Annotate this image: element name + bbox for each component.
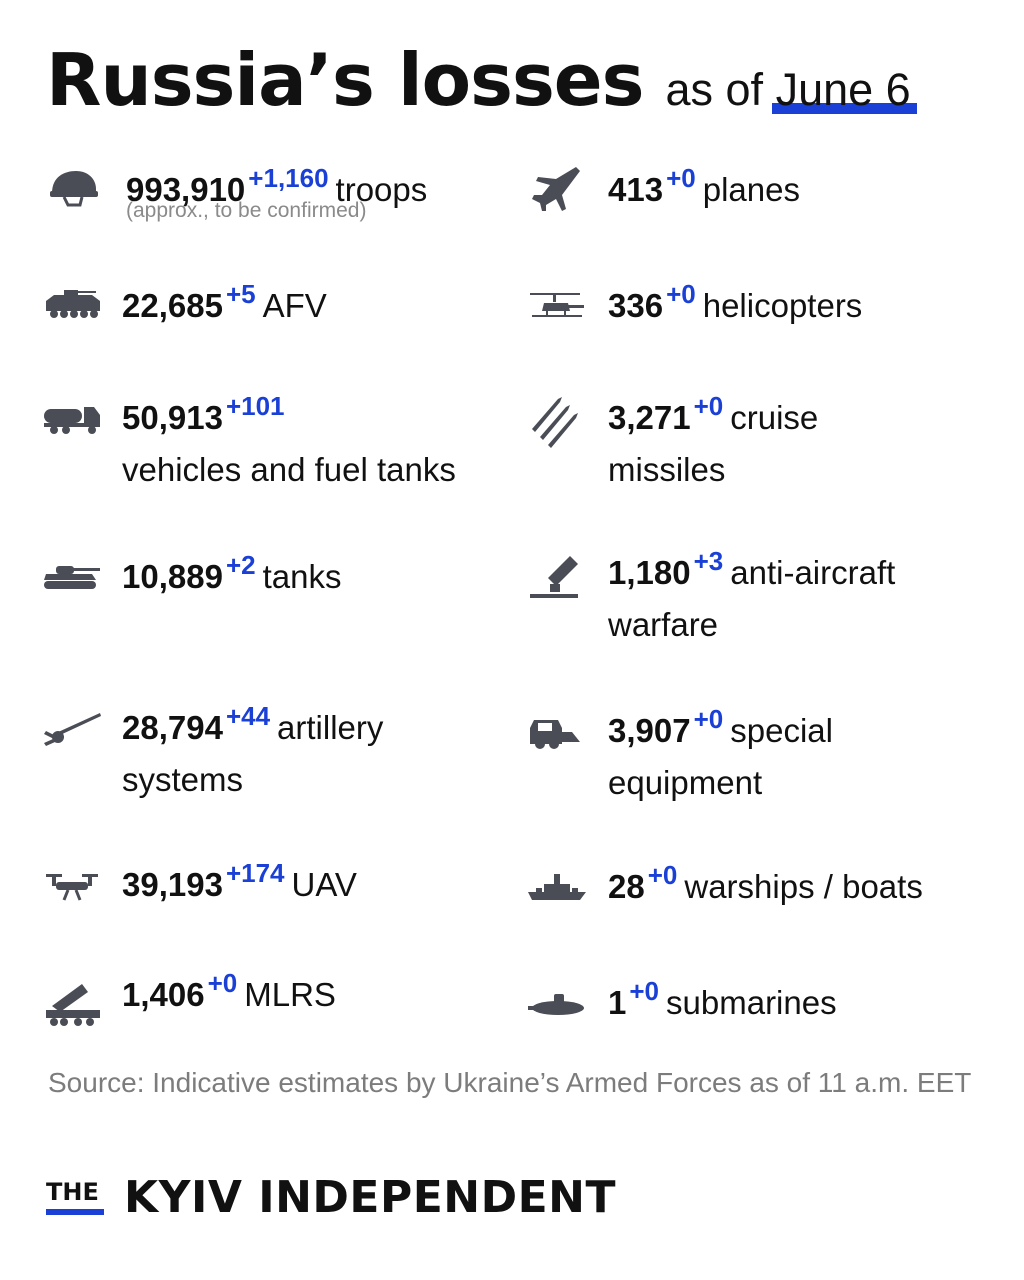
stat-label: submarines: [666, 984, 837, 1021]
anti-aircraft-icon: [528, 548, 588, 604]
stat-delta: +3: [693, 546, 724, 576]
stat-delta: +174: [225, 858, 285, 888]
stat-label: tanks: [262, 558, 342, 595]
page-title: [46, 38, 911, 134]
stat-value: 1,180: [608, 554, 691, 591]
stat-delta: +0: [666, 163, 696, 193]
helmet-icon: [46, 165, 106, 215]
stat-value: 413: [608, 171, 664, 208]
stat-label-2: warfare: [608, 606, 719, 643]
stat-label-2: missiles: [608, 451, 726, 488]
stat-uav: [42, 860, 512, 910]
title-as-of: [665, 64, 911, 115]
warship-icon: [528, 862, 588, 912]
bulldozer-icon: [528, 706, 588, 756]
stat-label: special: [730, 712, 833, 749]
stat-label: helicopters: [702, 287, 863, 324]
stat-label: artillery: [277, 709, 384, 746]
stat-value: 28,794: [122, 709, 223, 746]
stat-tanks: [42, 552, 512, 602]
stat-afv: [42, 281, 512, 331]
stat-vehicles: [42, 393, 512, 493]
submarine-icon: [528, 978, 588, 1028]
stat-delta: +0: [693, 704, 724, 734]
stat-value: 993,910: [126, 171, 246, 208]
stat-delta: +5: [225, 279, 256, 309]
artillery-icon: [42, 703, 102, 753]
stat-value: 10,889: [122, 558, 223, 595]
stat-delta: +0: [207, 968, 238, 998]
helicopter-icon: [528, 281, 588, 331]
cruise-missiles-icon: [528, 393, 588, 449]
mlrs-icon: [42, 978, 102, 1030]
stat-planes: [528, 165, 998, 215]
stat-delta: +0: [693, 391, 724, 421]
stat-label: AFV: [262, 287, 327, 324]
stat-warships: [528, 862, 998, 912]
title-as-of-text: as of: [665, 64, 764, 115]
stat-delta: +0: [647, 860, 678, 890]
stat-label: cruise: [730, 399, 819, 436]
stat-label: vehicles and fuel tanks: [122, 451, 456, 488]
stat-cruise-missiles: [528, 393, 998, 493]
title-date-text: June 6: [775, 64, 911, 115]
stat-value: 50,913: [122, 399, 223, 436]
stat-value: 336: [608, 287, 664, 324]
fuel-truck-icon: [42, 393, 102, 443]
logo-name: KYIV INDEPENDENT: [124, 1172, 617, 1223]
stat-delta: +0: [666, 279, 696, 309]
logo-the: THE: [46, 1178, 99, 1206]
stat-anti-aircraft: [528, 548, 998, 648]
stat-submarines: [528, 978, 998, 1028]
stat-delta: +101: [225, 391, 285, 421]
stat-value: 22,685: [122, 287, 223, 324]
stat-label: troops: [335, 171, 428, 208]
title-main: Russia’s losses: [46, 38, 644, 122]
stat-artillery: [42, 703, 512, 803]
stat-value: 39,193: [122, 866, 223, 903]
stat-label: MLRS: [244, 976, 336, 1013]
stat-value: 1: [608, 984, 627, 1021]
stat-label-2: equipment: [608, 764, 763, 801]
stat-label: planes: [702, 171, 800, 208]
stat-value: 28: [608, 868, 645, 905]
drone-icon: [42, 860, 102, 910]
stat-helicopters: [528, 281, 998, 331]
stat-value: 3,271: [608, 399, 691, 436]
stat-label: anti-aircraft: [730, 554, 896, 591]
stat-label: warships / boats: [684, 868, 923, 905]
plane-icon: [528, 165, 588, 215]
stat-delta: +2: [225, 550, 256, 580]
stat-mlrs: [42, 970, 512, 1030]
stat-label: UAV: [291, 866, 357, 903]
stat-delta: +44: [225, 701, 271, 731]
stat-special-equipment: [528, 706, 998, 806]
stat-delta: +1,160: [248, 163, 329, 193]
stat-troops: [46, 165, 516, 235]
stat-note: (approx., to be confirmed): [126, 199, 367, 222]
stat-value: 3,907: [608, 712, 691, 749]
logo-underline: [46, 1209, 104, 1215]
source-note: Source: Indicative estimates by Ukraine’s Armed Forces as of 11 a.m. EET: [48, 1067, 972, 1098]
stat-value: 1,406: [122, 976, 205, 1013]
afv-icon: [42, 281, 102, 331]
tank-icon: [42, 552, 102, 602]
stat-delta: +0: [629, 976, 660, 1006]
title-date: [775, 64, 911, 115]
stat-label-2: systems: [122, 761, 244, 798]
